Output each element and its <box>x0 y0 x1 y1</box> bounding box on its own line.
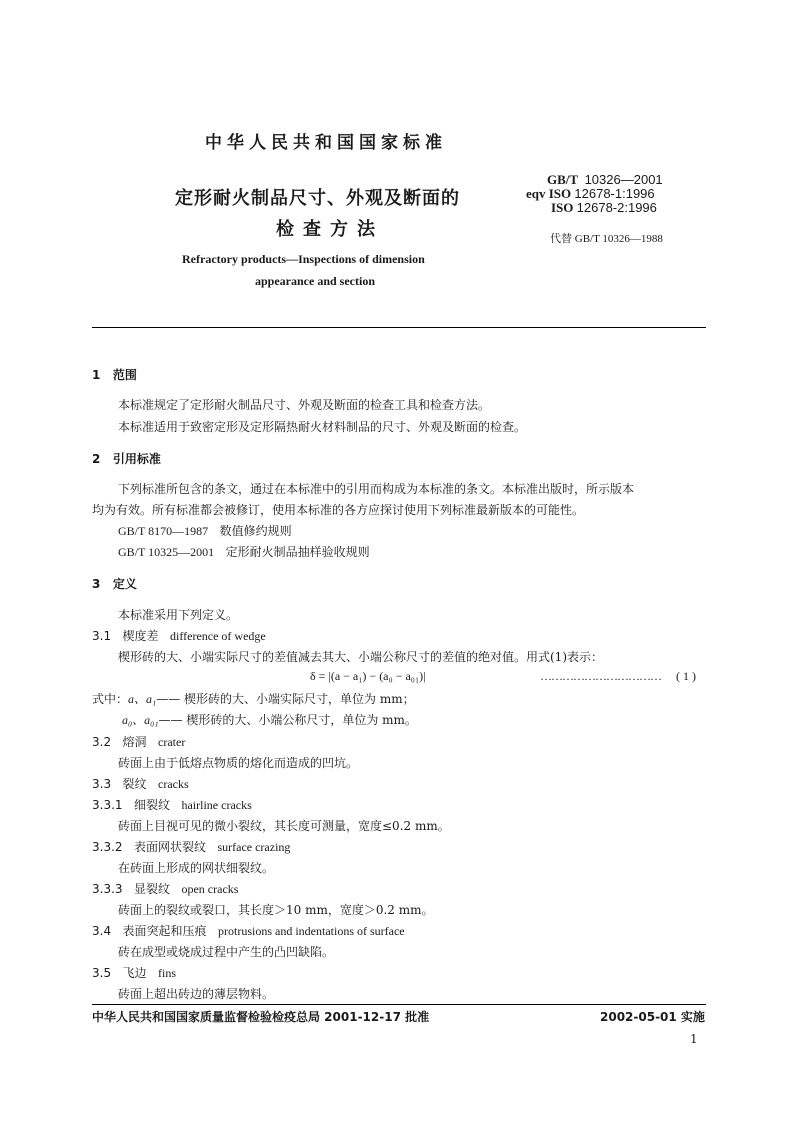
section-1-heading: 1 范围 <box>92 368 137 382</box>
std-num: 10326—2001 <box>584 172 663 187</box>
section-3-heading: 3 定义 <box>92 577 137 591</box>
def-3-3-3-text: 砖面上的裂纹或裂口，其长度＞10 mm，宽度＞0.2 mm。 <box>118 903 434 917</box>
reference-1: GB/T 8170—1987 数值修约规则 <box>118 524 292 538</box>
header-divider <box>92 327 706 328</box>
reference-2: GB/T 10325—2001 定形耐火制品抽样验收规则 <box>118 545 370 559</box>
approval-line: 中华人民共和国国家质量监督检验检疫总局 2001-12-17 批准 <box>92 1010 430 1024</box>
effective-date: 2002-05-01 实施 <box>600 1010 705 1024</box>
title-zh-line2: 检查方法 <box>276 219 384 240</box>
footer-divider <box>92 1004 706 1005</box>
def-3-1-heading: 3.1 楔度差 difference of wedge <box>92 629 266 643</box>
eqv-standard-2: ISO 12678-2:1996 <box>551 200 657 215</box>
page-number: 1 <box>690 1032 698 1046</box>
def-3-2-text: 砖面上由于低熔点物质的熔化而造成的凹坑。 <box>118 756 359 770</box>
def-3-3-3-heading: 3.3.3 显裂纹 open cracks <box>92 882 239 896</box>
title-zh-line1: 定形耐火制品尺寸、外观及断面的 <box>175 188 460 209</box>
def-3-3-1-heading: 3.3.1 细裂纹 hairline cracks <box>92 798 252 812</box>
def-3-3-heading: 3.3 裂纹 cracks <box>92 777 189 791</box>
def-3-5-text: 砖面上超出砖边的薄层物料。 <box>118 987 275 1001</box>
national-standard-heading: 中华人民共和国国家标准 <box>205 133 447 153</box>
def-3-3-1-text: 砖面上目视可见的微小裂纹，其长度可测量，宽度≤0.2 mm。 <box>118 819 450 833</box>
std-code: GB/T <box>547 172 579 187</box>
title-en-line2: appearance and section <box>255 274 375 288</box>
where-line-2: a₀、a₀₁—— 楔形砖的大、小端公称尺寸，单位为 mm。 <box>122 713 417 727</box>
where-line-1: 式中：a、a₁—— 楔形砖的大、小端实际尺寸，单位为 mm； <box>92 692 415 706</box>
section-2-heading: 2 引用标准 <box>92 452 161 466</box>
section-3-intro: 本标准采用下列定义。 <box>118 608 239 622</box>
section-2-para-line-1: 下列标准所包含的条文，通过在本标准中的引用而构成为本标准的条文。本标准出版时，所示版本 <box>118 482 635 496</box>
title-en-line1: Refractory products—Inspections of dimension <box>182 252 425 266</box>
eqv-standard-1: eqv ISO 12678-1:1996 <box>526 186 655 201</box>
def-3-3-2-heading: 3.3.2 表面网状裂纹 surface crazing <box>92 840 291 854</box>
replaces-note: 代替 GB/T 10326—1988 <box>550 233 663 245</box>
def-3-4-text: 砖在成型或烧成过程中产生的凸凹缺陷。 <box>118 945 335 959</box>
formula-number: ( 1 ) <box>676 669 696 683</box>
formula-1: δ = |(a − a₁) − (a₀ − a₀₁)| <box>310 669 426 683</box>
formula-leader-dots: …………………………… <box>540 669 661 683</box>
def-3-4-heading: 3.4 表面突起和压痕 protrusions and indentations of surface <box>92 924 405 938</box>
section-1-para-2: 本标准适用于致密定形及定形隔热耐火材料制品的尺寸、外观及断面的检查。 <box>118 420 527 434</box>
def-3-3-2-text: 在砖面上形成的网状细裂纹。 <box>118 861 275 875</box>
def-3-1-text: 楔形砖的大、小端实际尺寸的差值减去其大、小端公称尺寸的差值的绝对值。用式(1)表示： <box>118 650 604 664</box>
def-3-2-heading: 3.2 熔洞 crater <box>92 735 186 749</box>
section-2-para-line-2: 均为有效。所有标准都会被修订，使用本标准的各方应探讨使用下列标准最新版本的可能性。 <box>92 503 585 517</box>
section-1-para-1: 本标准规定了定形耐火制品尺寸、外观及断面的检查工具和检查方法。 <box>118 398 491 412</box>
def-3-5-heading: 3.5 飞边 fins <box>92 966 177 980</box>
